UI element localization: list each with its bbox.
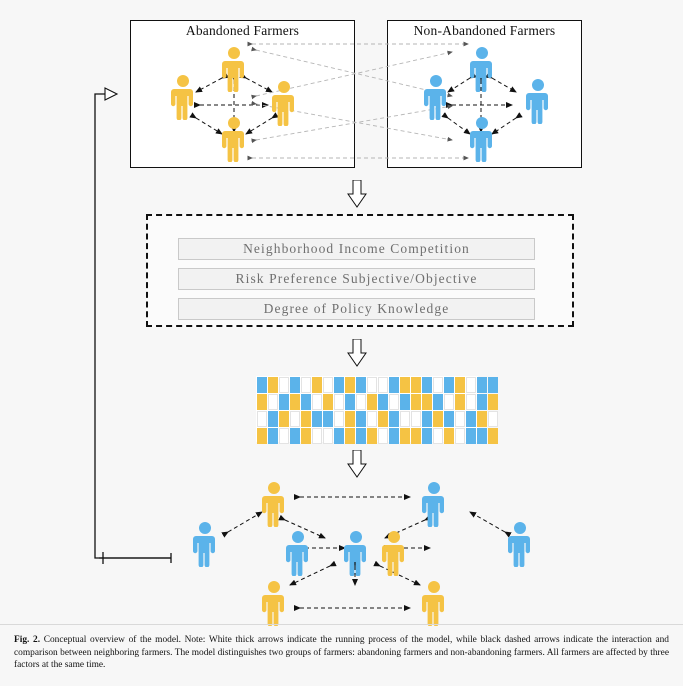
grid-cell xyxy=(257,394,267,410)
factor-label: Neighborhood Income Competition xyxy=(243,241,470,256)
grid-cell xyxy=(422,428,432,444)
grid-cell xyxy=(367,377,377,393)
grid-cell xyxy=(466,377,476,393)
grid-cell xyxy=(290,428,300,444)
factor-row-income-competition xyxy=(178,238,535,260)
farmer-icon-non-abandoned xyxy=(470,116,494,162)
grid-cell xyxy=(356,411,366,427)
down-arrow-3 xyxy=(347,450,367,478)
grid-cell xyxy=(455,428,465,444)
farmer-icon-abandoned xyxy=(222,116,246,162)
grid-cell xyxy=(356,394,366,410)
grid-cell xyxy=(477,411,487,427)
grid-cell xyxy=(444,394,454,410)
grid-cell xyxy=(411,411,421,427)
grid-cell xyxy=(268,428,278,444)
grid-cell xyxy=(477,377,487,393)
factor-label: Degree of Policy Knowledge xyxy=(263,301,450,316)
grid-cell xyxy=(301,411,311,427)
grid-cell xyxy=(389,377,399,393)
farmer-icon-non-abandoned xyxy=(526,78,550,124)
down-arrow-2 xyxy=(347,339,367,367)
grid-cell xyxy=(378,377,388,393)
grid-cell xyxy=(367,411,377,427)
grid-cell xyxy=(334,377,344,393)
grid-cell xyxy=(268,411,278,427)
grid-cell xyxy=(488,428,498,444)
grid-cell xyxy=(433,377,443,393)
grid-cell xyxy=(345,394,355,410)
down-arrow-1 xyxy=(347,180,367,208)
abandoned-farmers-title: Abandoned Farmers xyxy=(185,23,300,38)
grid-cell xyxy=(422,411,432,427)
farmer-icon-non-abandoned xyxy=(193,521,217,567)
grid-cell xyxy=(323,394,333,410)
farmer-icon-abandoned xyxy=(262,481,286,527)
farmer-icon-abandoned xyxy=(171,74,195,120)
grid-cell xyxy=(400,411,410,427)
farmer-icon-non-abandoned xyxy=(424,74,448,120)
grid-cell xyxy=(411,377,421,393)
grid-cell xyxy=(290,377,300,393)
grid-cell xyxy=(444,377,454,393)
grid-cell xyxy=(323,428,333,444)
figure-caption xyxy=(14,634,669,672)
grid-cell xyxy=(290,394,300,410)
grid-cell xyxy=(279,428,289,444)
factor-row-risk-preference xyxy=(178,268,535,290)
grid-cell xyxy=(268,377,278,393)
farmer-icon-non-abandoned xyxy=(344,530,368,576)
grid-cell xyxy=(279,394,289,410)
grid-cell xyxy=(257,411,267,427)
grid-cell xyxy=(411,428,421,444)
figure-label: Fig. 2. xyxy=(14,635,41,645)
grid-cell xyxy=(422,394,432,410)
grid-cell xyxy=(400,377,410,393)
factor-label: Risk Preference Subjective/Objective xyxy=(235,271,478,286)
grid-cell xyxy=(400,428,410,444)
grid-cell xyxy=(323,411,333,427)
farmer-icon-abandoned xyxy=(222,46,246,92)
figure-caption-text: Conceptual overview of the model. Note: White thick arrows indicate the running process of the model, while black dashed arrows indicate the interaction and comparison between neighboring farmers. The model distinguishes two groups of farmers: abandoning farmers and non-abandoning farmers. All farmers are affected by three factors at the same time. xyxy=(14,635,669,671)
grid-cell xyxy=(323,377,333,393)
grid-cell xyxy=(400,394,410,410)
grid-cell xyxy=(455,411,465,427)
grid-cell xyxy=(488,411,498,427)
agent-grid xyxy=(256,376,478,442)
grid-cell xyxy=(334,411,344,427)
grid-cell xyxy=(389,394,399,410)
grid-cell xyxy=(345,377,355,393)
grid-cell xyxy=(301,428,311,444)
caption-divider xyxy=(0,624,683,625)
grid-cell xyxy=(334,428,344,444)
grid-cell xyxy=(466,411,476,427)
grid-cell xyxy=(312,377,322,393)
grid-cell xyxy=(466,428,476,444)
grid-cell xyxy=(422,377,432,393)
grid-cell xyxy=(488,394,498,410)
grid-cell xyxy=(257,377,267,393)
farmer-icon-non-abandoned xyxy=(286,530,310,576)
factor-row-policy-knowledge xyxy=(178,298,535,320)
grid-cell xyxy=(312,411,322,427)
grid-cell xyxy=(367,394,377,410)
grid-cell xyxy=(279,377,289,393)
grid-cell xyxy=(433,411,443,427)
grid-cell xyxy=(312,394,322,410)
grid-cell xyxy=(378,411,388,427)
grid-cell xyxy=(334,394,344,410)
grid-cell xyxy=(444,411,454,427)
grid-cell xyxy=(345,428,355,444)
grid-cell xyxy=(389,428,399,444)
grid-cell xyxy=(378,428,388,444)
grid-cell xyxy=(455,377,465,393)
farmer-icon-abandoned xyxy=(262,580,286,626)
grid-cell xyxy=(488,377,498,393)
grid-cell xyxy=(367,428,377,444)
grid-cell xyxy=(301,377,311,393)
grid-cell xyxy=(345,411,355,427)
grid-cell xyxy=(466,394,476,410)
farmer-icon-abandoned xyxy=(382,530,406,576)
farmer-icon-abandoned xyxy=(422,580,446,626)
grid-cell xyxy=(356,377,366,393)
grid-cell xyxy=(389,411,399,427)
grid-cell xyxy=(444,428,454,444)
grid-cell xyxy=(411,394,421,410)
grid-cell xyxy=(477,394,487,410)
grid-cell xyxy=(433,394,443,410)
grid-cell xyxy=(455,394,465,410)
grid-cell xyxy=(290,411,300,427)
grid-cell xyxy=(257,428,267,444)
grid-cell xyxy=(356,428,366,444)
farmer-icon-non-abandoned xyxy=(470,46,494,92)
farmer-icon-non-abandoned xyxy=(508,521,532,567)
grid-cell xyxy=(378,394,388,410)
farmer-icon-non-abandoned xyxy=(422,481,446,527)
grid-cell xyxy=(477,428,487,444)
non-abandoned-farmers-title: Non-Abandoned Farmers xyxy=(413,23,556,38)
grid-cell xyxy=(301,394,311,410)
farmer-icon-abandoned xyxy=(272,80,296,126)
grid-cell xyxy=(433,428,443,444)
grid-cell xyxy=(268,394,278,410)
grid-cell xyxy=(279,411,289,427)
grid-cell xyxy=(312,428,322,444)
